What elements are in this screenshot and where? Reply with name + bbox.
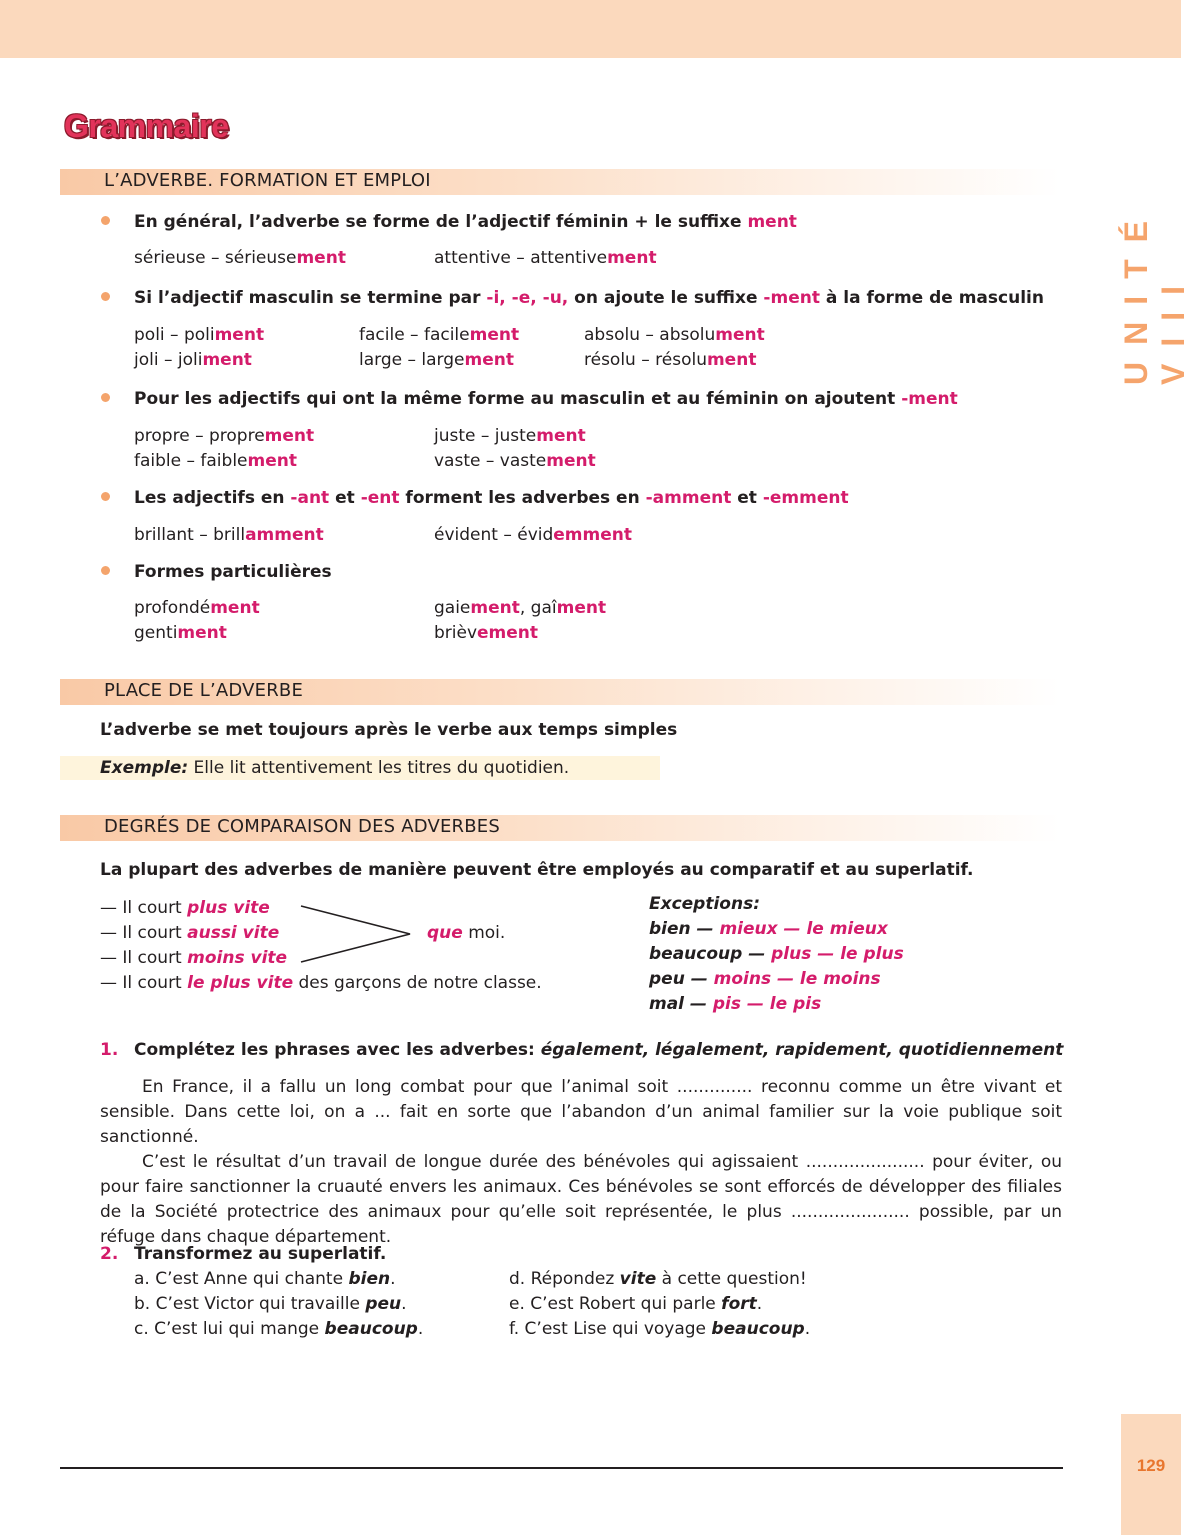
example-1a: sérieuse – sérieusement — [134, 248, 346, 268]
place-example: Exemple: Elle lit attentivement les titres du quotidien. — [100, 758, 570, 778]
exercise-2-instruction: Transformez au superlatif. — [134, 1244, 387, 1264]
section-header-place — [60, 679, 1060, 705]
bullet-icon — [101, 216, 110, 225]
comparison-line: — Il court aussi vite — [100, 923, 280, 943]
example-2f: résolu – résolument — [584, 350, 757, 370]
exercise-2-item: e. C’est Robert qui parle fort. — [509, 1294, 763, 1314]
exercise-1-paragraph: En France, il a fallu un long combat pour que l’animal soit .............. reconnu comme un être vivant et sensible. Dans cette loi, on a ... fait en sorte que l’abandon d’un animal familier sur la voie publique soit sanctionné. — [100, 1077, 1062, 1147]
bracket-arrow-icon — [298, 900, 416, 964]
example-2e: large – largement — [359, 350, 514, 370]
place-rule: L’adverbe se met toujours après le verbe aux temps simples — [100, 720, 678, 740]
exercise-1-number: 1. — [100, 1040, 119, 1060]
exercise-2-item: f. C’est Lise qui voyage beaucoup. — [509, 1319, 811, 1339]
rule-1: En général, l’adverbe se forme de l’adjectif féminin + le suffixe ment — [134, 212, 797, 232]
example-3c: faible – faiblement — [134, 451, 297, 471]
exercise-2-item: b. C’est Victor qui travaille peu. — [134, 1294, 407, 1314]
degrees-intro: La plupart des adverbes de manière peuvent être employés au comparatif et au superlatif. — [100, 860, 974, 880]
exception-item: peu — moins — le moins — [649, 969, 881, 989]
exercise-1-instruction: Complétez les phrases avec les adverbes: également, légalement, rapidement, quotidiennement — [134, 1040, 1064, 1060]
example-3d: vaste – vastement — [434, 451, 596, 471]
example-4a: brillant – brillamment — [134, 525, 324, 545]
exercise-2-item: a. C’est Anne qui chante bien. — [134, 1269, 396, 1289]
section-title: DEGRÉS DE COMPARAISON DES ADVERBES — [104, 816, 501, 837]
rule-4: Les adjectifs en -ant et -ent forment les adverbes en -amment et -emment — [134, 488, 849, 508]
example-2c: absolu – absolument — [584, 325, 765, 345]
section-header-degrees — [60, 815, 1060, 841]
example-2d: joli – joliment — [134, 350, 252, 370]
example-4b: évident – évidemment — [434, 525, 632, 545]
footer-rule — [60, 1467, 1063, 1469]
example-3a: propre – proprement — [134, 426, 315, 446]
rule-2: Si l’adjectif masculin se termine par -i, -e, -u, on ajoute le suffixe -ment à la forme de masculin — [134, 288, 1044, 308]
exercise-2-item: c. C’est lui qui mange beaucoup. — [134, 1319, 424, 1339]
exception-item: beaucoup — plus — le plus — [649, 944, 904, 964]
comparison-line: — Il court plus vite — [100, 898, 270, 918]
page-number: 129 — [1136, 1456, 1166, 1475]
comparison-line: — Il court moins vite — [100, 948, 288, 968]
exceptions-label: Exceptions: — [649, 894, 761, 914]
example-2b: facile – facilement — [359, 325, 520, 345]
exercise-2-number: 2. — [100, 1244, 119, 1264]
example-5b: gaiement, gaîment — [434, 598, 607, 618]
bullet-icon — [101, 292, 110, 301]
example-5d: brièvement — [434, 623, 539, 643]
top-band — [0, 0, 1181, 58]
exercise-2-item: d. Répondez vite à cette question! — [509, 1269, 807, 1289]
comparison-line: — Il court le plus vite des garçons de notre classe. — [100, 973, 542, 993]
exception-item: bien — mieux — le mieux — [649, 919, 888, 939]
example-2a: poli – poliment — [134, 325, 265, 345]
rule-5: Formes particulières — [134, 562, 332, 582]
rule-3: Pour les adjectifs qui ont la même forme au masculin et au féminin on ajoutent -ment — [134, 389, 958, 409]
example-5a: profondément — [134, 598, 260, 618]
exercise-1-paragraph: C’est le résultat d’un travail de longue durée des bénévoles qui agissaient ...................... pour éviter, ou pour faire sanctionner la cruauté envers les animaux. Ces bénévoles se sont efforcés de développer des filiales de la Société protectrice des animaux pour qu’elle soit représentée, le plus ...................... possible, par un réfuge dans chaque département. — [100, 1152, 1062, 1247]
example-3b: juste – justement — [434, 426, 586, 446]
bullet-icon — [101, 566, 110, 575]
section-title: L’ADVERBE. FORMATION ET EMPLOI — [104, 170, 431, 191]
bullet-icon — [101, 393, 110, 402]
section-title: PLACE DE L’ADVERBE — [104, 680, 304, 701]
example-1b: attentive – attentivement — [434, 248, 657, 268]
que-moi: que moi. — [427, 923, 506, 943]
example-5c: gentiment — [134, 623, 227, 643]
exception-item: mal — pis — le pis — [649, 994, 822, 1014]
bullet-icon — [101, 492, 110, 501]
section-header-formation — [60, 169, 1060, 195]
page-title: Grammaire — [64, 108, 229, 144]
unit-label: UNITÉ VIII — [1118, 204, 1191, 385]
exercise-1-text — [100, 1075, 1062, 1250]
